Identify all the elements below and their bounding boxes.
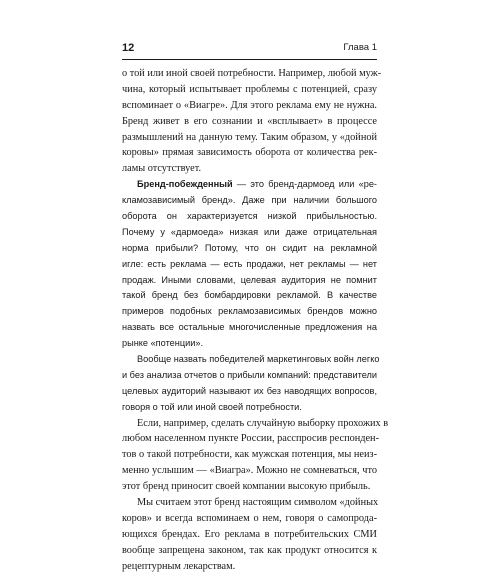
running-head: Глава 1 bbox=[343, 42, 377, 53]
text-line: размышлений на данную тему. Таким образом, у «дойной bbox=[122, 131, 377, 143]
text-line: продаж. Иными словами, целевая аудитория не помнит bbox=[122, 274, 377, 285]
text-line: назвать все остальные многочисленные предложения на bbox=[122, 322, 377, 333]
text-line: норма прибыли? Потому, что он сидит на рекламной bbox=[122, 242, 377, 253]
paragraph bbox=[122, 416, 389, 495]
text-line: тов о такой потребности, как мужская потенция, мы неиз- bbox=[122, 449, 377, 461]
text-line: любом населенном пункте России, расспросив респонден- bbox=[122, 433, 379, 445]
text-line: ламы отсутствует. bbox=[122, 163, 202, 175]
paragraph bbox=[122, 352, 380, 416]
text-line: кламозависимый бренд». Даже при наличии большого bbox=[122, 195, 377, 206]
text-line: Почему у «дармоеда» низкая или даже отрицательная bbox=[122, 226, 377, 237]
text-line: оборота он характеризуется низкой прибыльностью. bbox=[122, 211, 377, 222]
page-body bbox=[122, 66, 389, 575]
header-rule bbox=[122, 59, 377, 60]
text-line: рецептурным лекарствам. bbox=[122, 560, 236, 572]
text-line: говоря о той или иной своей потребности. bbox=[122, 401, 302, 412]
text-line: этот бренд приносит своей компании высокую прибыль. bbox=[122, 481, 371, 493]
text-line: ющихся брендах. Его реклама в потребительских СМИ bbox=[122, 528, 377, 540]
text-line: Если, например, сделать случайную выборку прохожих в bbox=[137, 417, 389, 429]
text-line: игле: есть реклама — есть продажи, нет рекламы — нет bbox=[122, 258, 377, 269]
text-line: такой бренд без бомбардировки рекламой. В качестве bbox=[122, 290, 377, 301]
text-line: примеров подобных рекламозависимых брендов можно bbox=[122, 306, 377, 317]
text-line: вообще запрещена законом, так как продукт относится к bbox=[122, 544, 377, 556]
paragraph bbox=[122, 177, 377, 352]
defined-term: Бренд-побежденный bbox=[137, 179, 233, 190]
text-line bbox=[122, 177, 377, 193]
text-line: коров» и всегда вспоминаем о нем, говоря о самопрода- bbox=[122, 512, 377, 524]
text-line: чина, который испытывает проблемы с потенцией, сразу bbox=[122, 83, 377, 95]
text-line: и без анализа отчетов о прибыли компаний: представители bbox=[122, 369, 377, 380]
text-line: коровы» прямая зависимость оборота от количества рек- bbox=[122, 147, 377, 159]
text-line: целевых аудиторий называют их без наводящих вопросов, bbox=[122, 385, 377, 396]
text-run: — это бренд-дармоед или «ре- bbox=[232, 179, 377, 190]
page-number: 12 bbox=[122, 42, 135, 54]
paragraph bbox=[122, 495, 377, 574]
text-line: Вообще назвать победителей маркетинговых войн легко bbox=[137, 354, 380, 365]
text-line: Бренд живет в его сознании и «всплывает» в процессе bbox=[122, 115, 377, 127]
page-header bbox=[122, 41, 377, 55]
text-line: Мы считаем этот бренд настоящим символом «дойных bbox=[137, 497, 379, 509]
paragraph bbox=[122, 66, 382, 177]
text-line: о той или иной своей потребности. Например, любой муж- bbox=[122, 68, 382, 79]
text-line: рынке «потенции». bbox=[122, 338, 204, 349]
text-line: вспоминает о «Виагре». Для этого реклама ему не нужна. bbox=[122, 99, 377, 111]
text-line: менно услышим — «Виагра». Можно не сомневаться, что bbox=[122, 465, 377, 477]
